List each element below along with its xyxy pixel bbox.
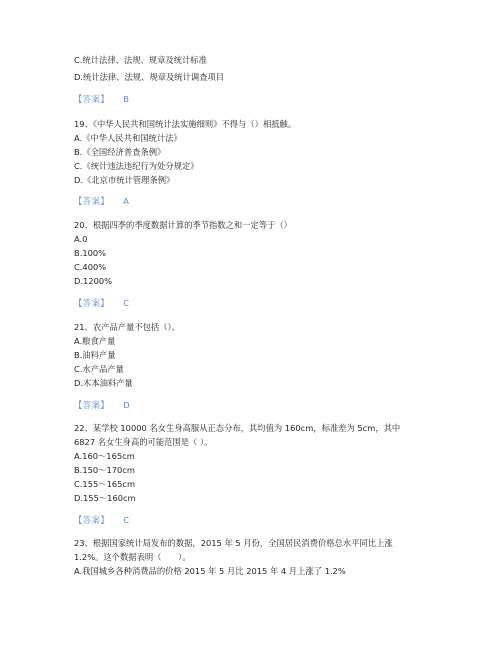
q21-option-a: A.粮食产量 [74,336,116,346]
answer-label: 【答案】 [74,196,110,206]
q19-stem: 19、《中华人民共和国统计法实施细则》不得与（）相抵触。 [74,119,297,129]
answer-label: 【答案】 [74,94,110,104]
q19-option-a: A.《中华人民共和国统计法》 [74,133,182,143]
q21-option-d: D.木本油料产量 [74,378,133,388]
q21-option-b: B.油料产量 [74,350,116,360]
q23-stem-line2: 1.2%。这个数据表明（ ）。 [74,552,191,562]
q22-option-d: D.155～160cm [74,493,136,503]
q22-option-c: C.155～165cm [74,479,136,489]
q22-stem-line2: 6827 名女生身高的可能范围是（ ）。 [74,437,213,447]
answer-q22 [74,515,129,526]
answer-label: 【答案】 [74,400,110,410]
q23-stem-line1: 23、根据国家统计局发布的数据，2015 年 5 月份，全国居民消费价格总水平同比上涨 [74,538,393,548]
q21-option-c: C.水产品产量 [74,364,124,374]
q19-option-c: C.《统计违法违纪行为处分规定》 [74,161,199,171]
answer-value: C [123,298,129,308]
q19-option-b: B.《全国经济普查条例》 [74,147,166,157]
q21-stem: 21、农产品产量不包括（）。 [74,322,180,332]
answer-value: D [123,400,130,410]
answer-value: C [123,515,129,525]
q20-option-a: A.0 [74,234,88,244]
answer-value: B [123,94,129,104]
answer-q18 [74,94,129,105]
answer-q20 [74,298,129,309]
answer-q19 [74,196,129,207]
answer-value: A [123,196,129,206]
option-c-prev: C.统计法律、法规、规章及统计标准 [74,55,207,65]
q19-option-d: D.《北京市统计管理条例》 [74,175,175,185]
option-d-prev: D.统计法律、法规、规章及统计调查项目 [74,72,225,82]
q20-option-b: B.100% [74,248,107,258]
answer-q21 [74,400,130,411]
q22-stem-line1: 22、某学校 10000 名女生身高服从正态分布，其均值为 160cm，标准差为 5cm，其中 [74,423,401,433]
answer-label: 【答案】 [74,298,110,308]
q23-option-a: A.我国城乡各种消费品的价格 2015 年 5 月比 2015 年 4 月上涨了 1.2% [74,566,346,576]
q20-option-d: D.1200% [74,276,113,286]
q22-option-b: B.150～170cm [74,465,135,475]
answer-label: 【答案】 [74,515,110,525]
q22-option-a: A.160～165cm [74,451,135,461]
q20-option-c: C.400% [74,262,107,272]
q20-stem: 20、根据四季的季度数据计算的季节指数之和一定等于（） [74,220,292,230]
